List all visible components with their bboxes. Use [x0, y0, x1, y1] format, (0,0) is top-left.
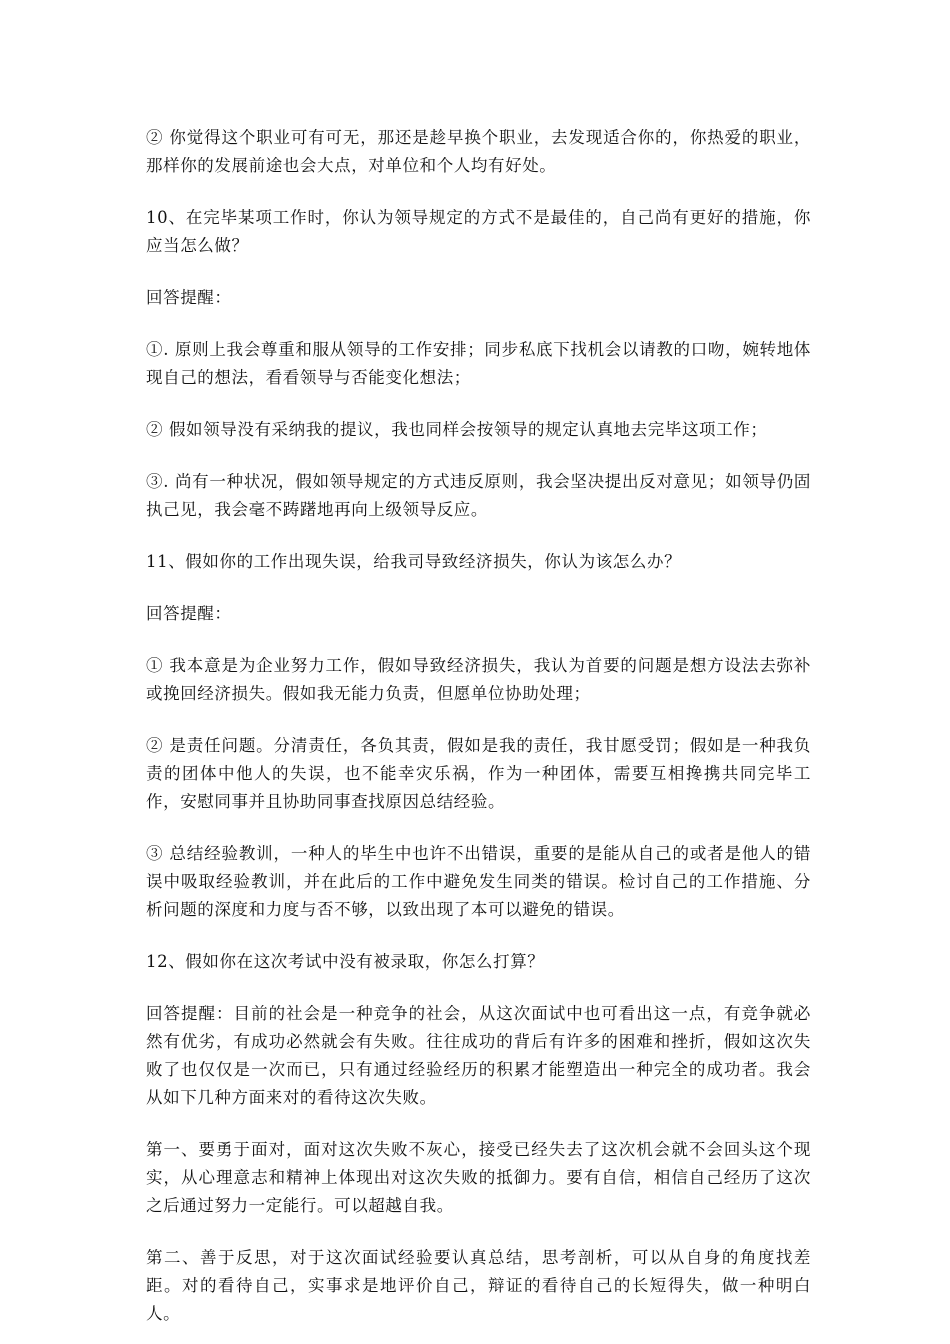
- answer-11-point-1: ① 我本意是为企业努力工作，假如导致经济损失，我认为首要的问题是想方设法去弥补或挽回经济损失。假如我无能力负责，但愿单位协助处理；: [146, 656, 811, 703]
- question-11: 11、假如你的工作出现失误，给我司导致经济损失，你认为该怎么办？: [146, 552, 682, 571]
- paragraph-answer-2-continued: ② 你觉得这个职业可有可无，那还是趁早换个职业，去发现适合你的，你热爱的职业，那样你的发展前途也会大点，对单位和个人均有好处。: [146, 128, 811, 175]
- document-body: [146, 124, 811, 1344]
- answer-11-point-2: ② 是责任问题。分清责任，各负其责，假如是我的责任，我甘愿受罚；假如是一种我负责的团体中他人的失误，也不能幸灾乐祸，作为一种团体，需要互相搀携共同完毕工作，安慰同事并且协助同事查找原因总结经验。: [146, 736, 811, 811]
- answer-12-point-1: 第一、要勇于面对，面对这次失败不灰心，接受已经失去了这次机会就不会回头这个现实，从心理意志和精神上体现出对这次失败的抵御力。要有自信，相信自己经历了这次之后通过努力一定能行。可以超越自我。: [146, 1140, 811, 1215]
- answer-10-point-1: ①. 原则上我会尊重和服从领导的工作安排；同步私底下找机会以请教的口吻，婉转地体现自己的想法，看看领导与否能变化想法；: [146, 340, 811, 387]
- answer-10-point-2: ② 假如领导没有采纳我的提议，我也同样会按领导的规定认真地去完毕这项工作；: [146, 420, 768, 439]
- question-12: 12、假如你在这次考试中没有被录取，你怎么打算？: [146, 952, 545, 971]
- answer-hint-label: 回答提醒：: [146, 604, 232, 623]
- answer-11-point-3: ③ 总结经验教训，一种人的毕生中也许不出错误，重要的是能从自己的或者是他人的错误中吸取经验教训，并在此后的工作中避免发生同类的错误。检讨自己的工作措施、分析问题的深度和力度与否不够，以致出现了本可以避免的错误。: [146, 844, 811, 919]
- answer-10-point-3: ③. 尚有一种状况，假如领导规定的方式违反原则，我会坚决提出反对意见；如领导仍固执己见，我会毫不踌躇地再向上级领导反应。: [146, 472, 811, 519]
- answer-12-point-2: 第二、善于反思，对于这次面试经验要认真总结，思考剖析，可以从自身的角度找差距。对的看待自己，实事求是地评价自己，辩证的看待自己的长短得失，做一种明白人。: [146, 1248, 811, 1323]
- answer-12-intro: 回答提醒：目前的社会是一种竞争的社会，从这次面试中也可看出这一点，有竞争就必然有优劣，有成功必然就会有失败。往往成功的背后有许多的困难和挫折，假如这次失败了也仅仅是一次而已，只有通过经验经历的积累才能塑造出一种完全的成功者。我会从如下几种方面来对的看待这次失败。: [146, 1004, 811, 1107]
- question-10: 10、在完毕某项工作时，你认为领导规定的方式不是最佳的，自己尚有更好的措施，你应当怎么做？: [146, 208, 811, 255]
- answer-hint-label: 回答提醒：: [146, 288, 232, 307]
